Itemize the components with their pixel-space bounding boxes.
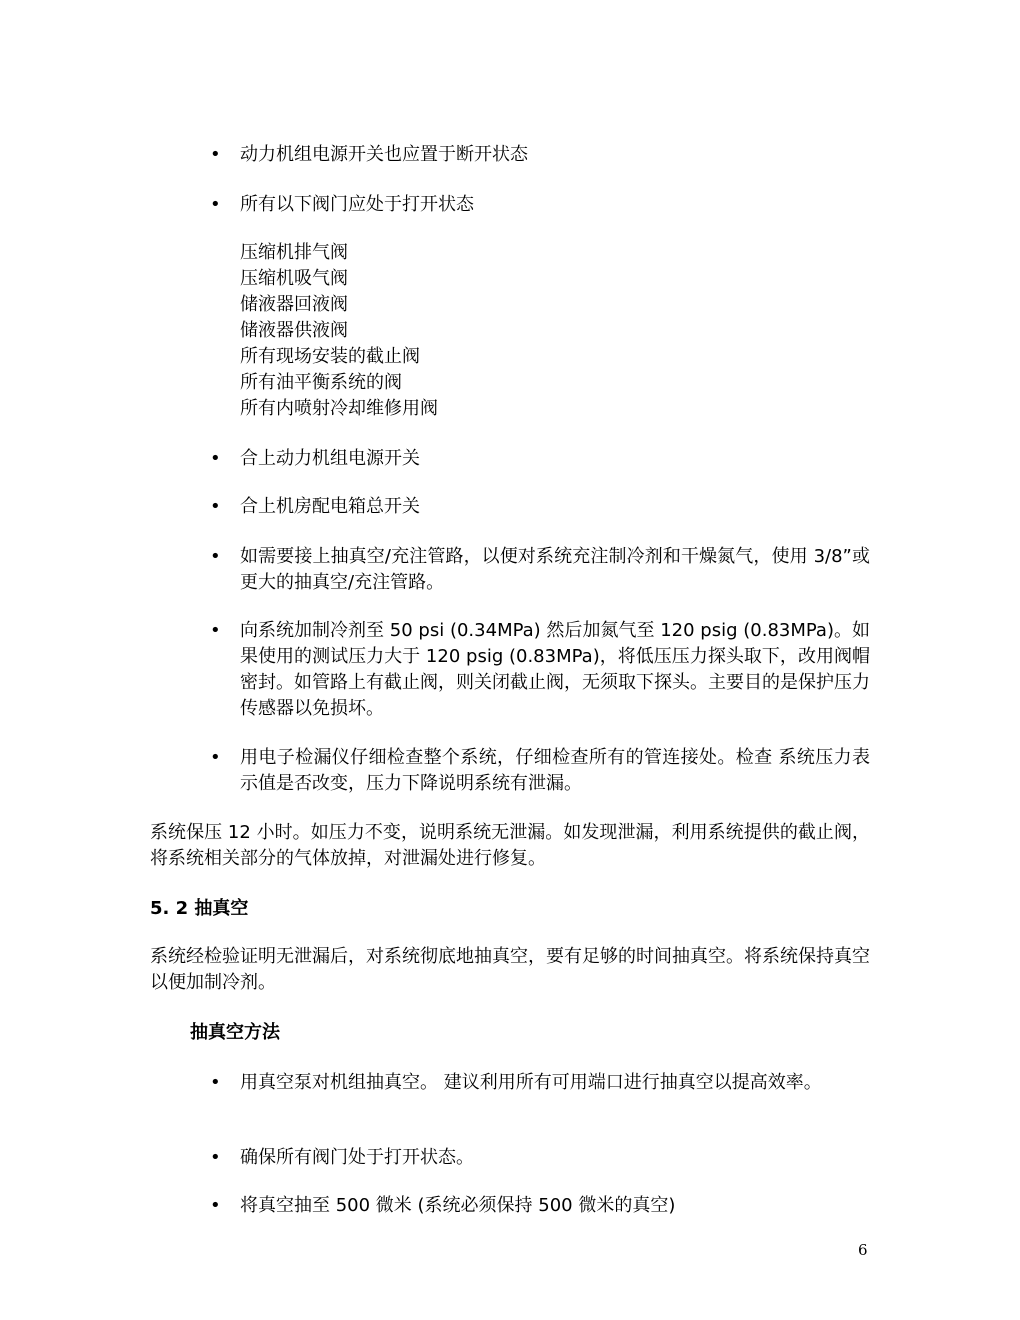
- valve-list-item: 压缩机排气阀: [240, 242, 348, 263]
- bullet-dot: •: [210, 1147, 221, 1168]
- bullet-dot: •: [210, 496, 221, 517]
- section-heading: 5. 2 抽真空: [150, 898, 249, 919]
- bullet-text: 所有以下阀门应处于打开状态: [240, 194, 474, 215]
- bullet-text: 用真空泵对机组抽真空。 建议利用所有可用端口进行抽真空以提高效率。: [240, 1072, 822, 1093]
- bullet-dot: •: [210, 1195, 221, 1216]
- bullet-dot: •: [210, 747, 221, 768]
- valve-list-item: 所有油平衡系统的阀: [240, 372, 402, 393]
- page-number: 6: [858, 1241, 868, 1259]
- valve-list-item: 所有现场安装的截止阀: [240, 346, 420, 367]
- method-heading: 抽真空方法: [190, 1022, 280, 1043]
- bullet-dot: •: [210, 620, 221, 641]
- bullet-dot: •: [210, 144, 221, 165]
- bullet-dot: •: [210, 546, 221, 567]
- bullet-text: 如需要接上抽真空/充注管路，以便对系统充注制冷剂和干燥氮气，使用 3/8”或更大的抽真空/充注管路。: [240, 546, 870, 593]
- paragraph-pressure-hold: 系统保压 12 小时。如压力不变，说明系统无泄漏。如发现泄漏，利用系统提供的截止阀，将系统相关部分的气体放掉，对泄漏处进行修复。: [150, 822, 870, 869]
- bullet-text: 合上动力机组电源开关: [240, 448, 420, 469]
- valve-list-item: 所有内喷射冷却维修用阀: [240, 398, 438, 419]
- bullet-text: 确保所有阀门处于打开状态。: [240, 1147, 474, 1168]
- bullet-text: 动力机组电源开关也应置于断开状态: [240, 144, 528, 165]
- bullet-text: 将真空抽至 500 微米 (系统必须保持 500 微米的真空): [240, 1195, 676, 1216]
- paragraph-vacuum: 系统经检验证明无泄漏后，对系统彻底地抽真空，要有足够的时间抽真空。将系统保持真空以便加制冷剂。: [150, 946, 870, 993]
- bullet-text: 用电子检漏仪仔细检查整个系统，仔细检查所有的管连接处。检查 系统压力表示值是否改变，压力下降说明系统有泄漏。: [240, 747, 870, 794]
- valve-list-item: 储液器回液阀: [240, 294, 348, 315]
- bullet-dot: •: [210, 194, 221, 215]
- bullet-text: 向系统加制冷剂至 50 psi (0.34MPa) 然后加氮气至 120 psig (0.83MPa)。如果使用的测试压力大于 120 psig (0.83MPa)，将低压压力探头取下，改用阀帽密封。如管路上有截止阀，则关闭截止阀，无须取下探头。主要目的是保护压力传感器以免损坏。: [240, 620, 870, 719]
- bullet-dot: •: [210, 1072, 221, 1093]
- bullet-dot: •: [210, 448, 221, 469]
- valve-list: [240, 240, 640, 422]
- valve-list-item: 压缩机吸气阀: [240, 268, 348, 289]
- bullet-text: 合上机房配电箱总开关: [240, 496, 420, 517]
- valve-list-item: 储液器供液阀: [240, 320, 348, 341]
